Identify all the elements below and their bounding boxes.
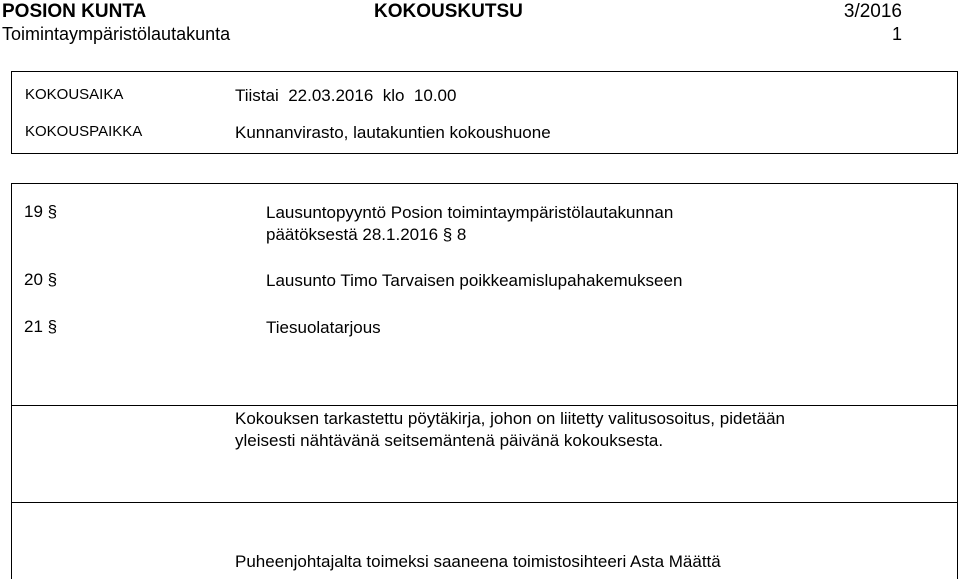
agenda-item-title-line: Tiesuolatarjous: [266, 318, 381, 337]
meeting-time-label: KOKOUSAIKA: [25, 86, 124, 103]
signature-box: [11, 503, 958, 579]
agenda-item-title: [266, 202, 673, 246]
meeting-place-value: Kunnanvirasto, lautakuntien kokoushuone: [235, 123, 551, 142]
agenda-item-title-line: Lausunto Timo Tarvaisen poikkeamislupahakemukseen: [266, 271, 683, 290]
meeting-place-label: KOKOUSPAIKKA: [25, 123, 143, 140]
notice-line: Kokouksen tarkastettu pöytäkirja, johon on liitetty valitusosoitus, pidetään: [235, 409, 785, 428]
notice-box: [11, 406, 958, 503]
agenda-item-title-line: Lausuntopyyntö Posion toimintaympäristölautakunnan: [266, 203, 674, 222]
agenda-item-number: 20 §: [24, 270, 58, 289]
agenda-item-title: [266, 270, 682, 292]
meeting-info-box: [11, 71, 958, 154]
meeting-time-value: Tiistai 22.03.2016 klo 10.00: [235, 86, 457, 105]
agenda-item-title-line: päätöksestä 28.1.2016 § 8: [266, 225, 467, 244]
agenda-item-title: [266, 317, 381, 339]
organization-name: POSION KUNTA: [2, 1, 147, 22]
agenda-box: [11, 183, 958, 406]
notice-text: [235, 408, 935, 452]
signature-text: Puheenjohtajalta toimeksi saaneena toimistosihteeri Asta Määttä: [235, 552, 721, 571]
page-number: 1: [891, 24, 902, 44]
document-type: KOKOUSKUTSU: [374, 1, 523, 22]
committee-name: Toimintaympäristölautakunta: [2, 24, 231, 44]
document-number: 3/2016: [843, 1, 902, 22]
agenda-item-number: 21 §: [24, 317, 58, 336]
agenda-item-number: 19 §: [24, 202, 58, 221]
notice-line: yleisesti nähtävänä seitsemäntenä päivänä kokouksesta.: [235, 431, 664, 450]
